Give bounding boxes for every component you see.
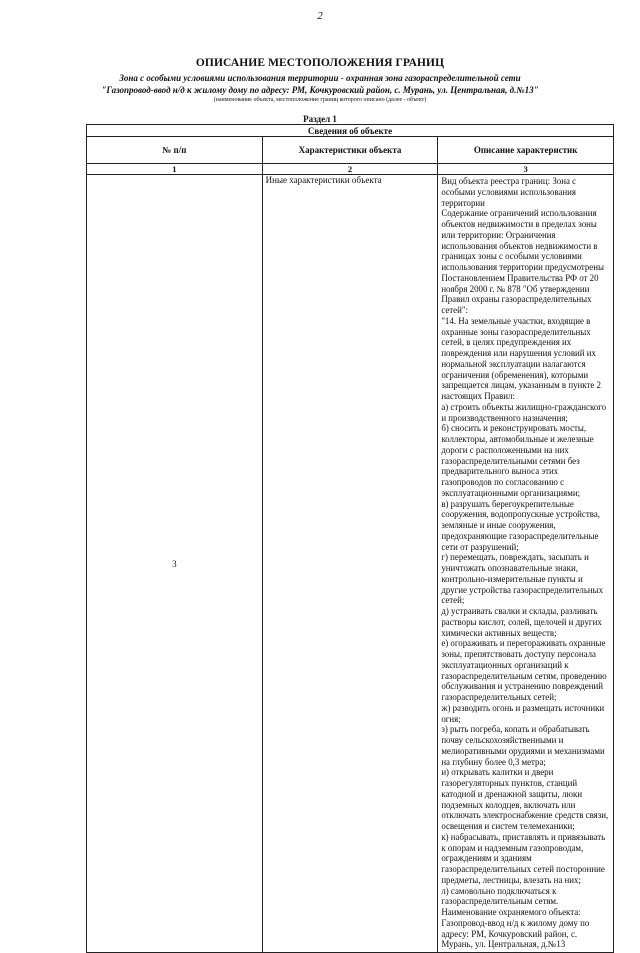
document-subtitle-line1: Зона с особыми условиями использования территории - охранная зона газораспределительной сети bbox=[119, 73, 521, 83]
row-number: 3 bbox=[87, 175, 263, 953]
column-number-row bbox=[87, 164, 614, 175]
header-number: № п/п bbox=[87, 137, 263, 164]
table-row bbox=[87, 175, 614, 953]
description-paragraph: г) перемещать, повреждать, засыпать и уничтожать опознавательные знаки, контрольно-измерительные пункты и другие устройства газораспределительных сетей; bbox=[441, 552, 604, 606]
description-paragraph: в) разрушать берегоукрепительные сооружения, водопропускные устройства, земляные и иные сооружения, предохраняющие газораспределительные сети от разрушений; bbox=[441, 498, 600, 552]
subtitle-note: (наименование объекта, местоположение границ которого описано (далее - объект) bbox=[213, 97, 427, 103]
description-paragraph: "14. На земельные участки, входящие в охранные зоны газораспределительных сетей, в целях предупреждения их повреждения или нарушения условий их нормальной эксплуатации налагаются ограничения (обременения), которыми запрещается лицам, указанным в пункте 2 настоящих Правил: bbox=[441, 315, 601, 401]
row-characteristic: Иные характеристики объекта bbox=[262, 175, 438, 953]
description-paragraph: е) огораживать и перегораживать охранные зоны, препятствовать доступу персонала эксплуатационных организаций к газораспределительным сетям, проведению обслуживания и устранению повреждений газораспределительных сетей; bbox=[441, 638, 607, 702]
row-description bbox=[438, 175, 614, 953]
object-info-table bbox=[86, 124, 614, 953]
table-caption: Сведения об объекте bbox=[87, 125, 614, 137]
header-characteristics: Характеристики объекта bbox=[262, 137, 438, 164]
column-number: 2 bbox=[262, 164, 438, 175]
description-paragraph: з) рыть погреба, копать и обрабатывать почву сельскохозяйственными и мелиоративными орудиями и механизмами на глубину более 0,3 метра; bbox=[441, 724, 605, 767]
document-subtitle-line2: "Газопровод-ввод н/д к жилому дому по адресу: РМ, Кочкуровский район, с. Мурань, ул. Центральная, д.№13" bbox=[101, 85, 539, 95]
description-paragraph: Вид объекта реестра границ: Зона с особыми условиями использования территории bbox=[441, 176, 577, 208]
table-caption-row bbox=[87, 125, 614, 137]
column-number: 1 bbox=[87, 164, 263, 175]
description-paragraph: ж) разводить огонь и размещать источники огня; bbox=[441, 702, 605, 724]
description-paragraph: Наименование охраняемого объекта: Газопровод-ввод н/д к жилому дому по адресу: РМ, Кочкуровский район, с. Мурань, ул. Центральная, д.№13 bbox=[441, 907, 590, 950]
table-header-row bbox=[87, 137, 614, 164]
document-title: ОПИСАНИЕ МЕСТОПОЛОЖЕНИЯ ГРАНИЦ bbox=[195, 57, 445, 69]
section-title: Раздел 1 bbox=[303, 114, 337, 124]
column-number: 3 bbox=[438, 164, 614, 175]
description-paragraph: б) сносить и реконструировать мосты, коллекторы, автомобильные и железные дороги с расположенными на них газораспределительными сетями без предварительного выноса этих газопроводов по согласованию с эксплуатационными организациями; bbox=[441, 423, 594, 498]
header-description: Описание характеристик bbox=[438, 137, 614, 164]
description-paragraph: Содержание ограничений использования объектов недвижимости в пределах зоны или территории: Ограничения использования объектов недвижимости в границах зоны с особыми условиями использования территории предусмотрены Постановлением Правительства РФ от 20 ноября 2000 г. № 878 "Об утверждении Правил охраны газораспределительных сетей": bbox=[441, 208, 604, 315]
description-paragraph: к) набрасывать, приставлять и привязывать к опорам и надземным газопроводам, ограждениям и зданиям газораспределительных сетей посторонние предметы, лестницы, влезать на них; bbox=[441, 831, 606, 885]
description-paragraph: и) открывать калитки и двери газорегуляторных пунктов, станций катодной и дренажной защиты, люки подземных колодцев, включать или отключать электроснабжение средств связи, освещения и систем телемеханики; bbox=[441, 767, 609, 831]
description-paragraph: а) строить объекты жилищно-гражданского и производственного назначения; bbox=[441, 401, 607, 423]
description-paragraph: л) самовольно подключаться к газораспределительным сетям. bbox=[441, 885, 559, 907]
description-paragraph: д) устраивать свалки и склады, разливать растворы кислот, солей, щелочей и других химически активных веществ; bbox=[441, 606, 602, 638]
page-number: 2 bbox=[317, 10, 323, 22]
